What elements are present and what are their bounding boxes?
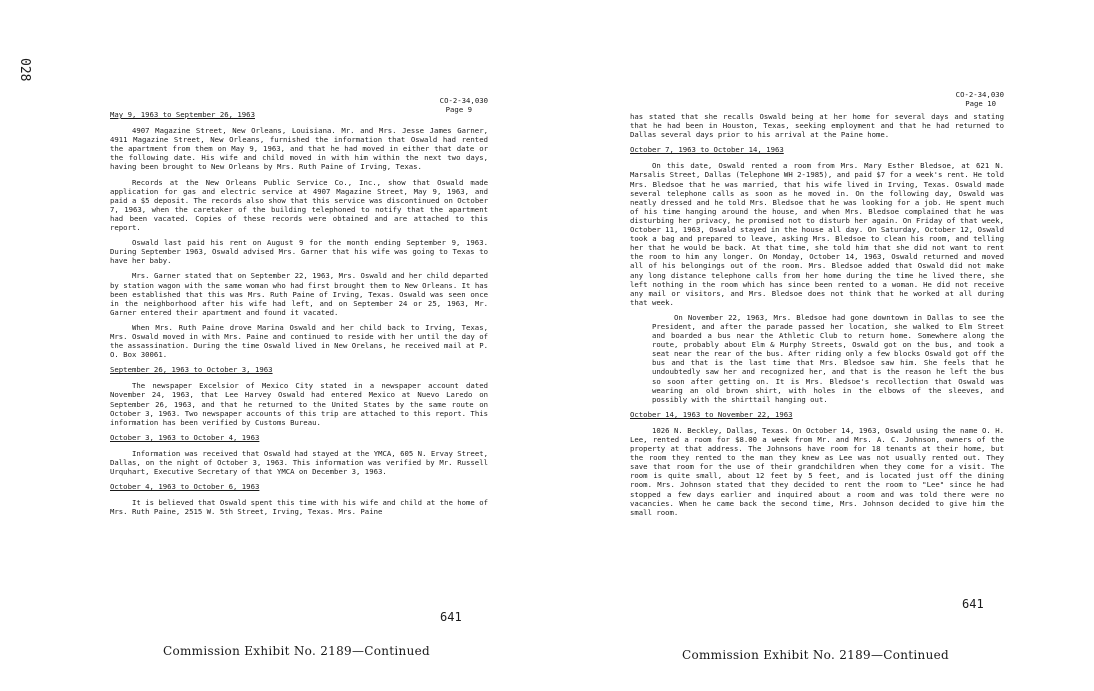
right-page-label: Page 10 [965,99,996,108]
paragraph: 4907 Magazine Street, New Orleans, Louisiana. Mr. and Mrs. Jesse James Garner, 4911 Magazine Street, New Orleans, furnished the information that Oswald had rented the apartment from them on May 9, 1963, and that he had moved in either that date or the following date. His wife and child moved in with him within the next two days, having been brought to New Orleans by Mrs. Ruth Paine of Irving, Texas. [110,126,488,172]
section-heading: October 3, 1963 to October 4, 1963 [110,432,260,442]
left-page-label: Page 9 [445,105,472,114]
paragraph: 1026 N. Beckley, Dallas, Texas. On October 14, 1963, Oswald using the name O. H. Lee, rented a room for $8.00 a week from Mr. and Mrs. A. C. Johnson, owners of the property at that address. The Johnsons have room for 18 tenants at their home, but the room they rented to the man they knew as Lee was not usually rented out. They save that room for the use of their grandchildren when they come for a visit. The room is quite small, about 12 feet by 5 feet, and is located just off the dining room. Mrs. Johnson stated that they decided to rent the room to "Lee" since he had stopped a few days earlier and inquired about a room and was told there were no vacancies. When he came back the second time, Mrs. Johnson decided to give him the small room. [630,425,1004,517]
section-heading: October 4, 1963 to October 6, 1963 [110,482,260,492]
paragraph: When Mrs. Ruth Paine drove Marina Oswald and her child back to Irving, Texas, Mrs. Oswald moved in with Mrs. Paine and continued to reside with her until the day of the assassination. During the time Oswald lived in New Orelans, he received mail at P. O. Box 30061. [110,322,488,360]
paragraph: has stated that she recalls Oswald being at her home for several days and stating that he had been in Houston, Texas, seeking employment and that he had returned to Dallas several days prior to his arrival at the Paine home. [630,112,1004,140]
paragraph: The newspaper Excelsior of Mexico City stated in a newspaper account dated November 24, 1963, that Lee Harvey Oswald had entered Mexico at Nuevo Laredo on September 26, 1963, and that he returned to the United States by the same route on October 3, 1963. Two newspaper accounts of this trip are attached to this report. This information has been verified by Customs Bureau. [110,381,488,427]
section-heading: October 14, 1963 to November 22, 1963 [630,409,793,419]
left-page-number: 641 [440,610,462,624]
right-file-number: CO-2-34,030 [955,90,1004,99]
section-heading: May 9, 1963 to September 26, 1963 [110,110,255,119]
right-page-number: 641 [962,597,984,611]
section-heading: October 7, 1963 to October 14, 1963 [630,145,784,155]
paragraph: It is believed that Oswald spent this time with his wife and child at the home of Mrs. Ruth Paine, 2515 W. 5th Street, Irving, Texas. Mrs. Paine [110,498,488,517]
paragraph: On this date, Oswald rented a room from Mrs. Mary Esther Bledsoe, at 621 N. Marsalis Street, Dallas (Telephone WH 2-1985), and paid $7 for a week's rent. He told Mrs. Bledsoe that he was married, that his wife lived in Irving, Texas. Oswald made several telephone calls as soon as he moved in. On the following day, Oswald was neatly dressed and he told Mrs. Bledsoe that he was looking for a job. He spent much of his time hanging around the house, and when Mrs. Bledsoe complained that he was disturbing her privacy, he promised not to disturb her again. On Friday of that week, October 11, 1963, Oswald stayed in the house all day. On Saturday, October 12, Oswald took a bag and prepared to leave, asking Mrs. Bledsoe to clean his room, and telling her that he would be back. At that time, she told him that she did not want to rent the room to him any longer. On Monday, October 14, 1963, Oswald returned and moved all of his belongings out of the room. Mrs. Bledsoe added that Oswald did not make any long distance telephone calls from her home during the time he lived there, she left nothing in the room which has since been rented to a woman. He did not receive any mail or visitors, and Mrs. Bledsoe does not think that he worked at all during that week. [630,161,1004,307]
right-page [630,90,1004,523]
paragraph: Records at the New Orleans Public Service Co., Inc., show that Oswald made application for gas and electric service at 4907 Magazine Street, May 9, 1963, and paid a $5 deposit. The records also show that this service was discontinued on October 7, 1963, when the caretaker of the building telephoned to notify that the apartment had been vacated. Copies of these records were obtained and are attached to this report. [110,177,488,233]
margin-page-number: 028 [17,58,32,82]
paragraph: Oswald last paid his rent on August 9 for the month ending September 9, 1963. During September 1963, Oswald advised Mrs. Garner that his wife was going to Texas to have her baby. [110,238,488,266]
left-file-number: CO-2-34,030 [439,96,488,105]
right-exhibit-caption: Commission Exhibit No. 2189—Continued [682,648,949,662]
paragraph: Information was received that Oswald had stayed at the YMCA, 605 N. Ervay Street, Dallas, on the night of October 3, 1963. This information was verified by Mr. Russell Urquhart, Executive Secretary of that YMCA on December 3, 1963. [110,448,488,477]
left-exhibit-caption: Commission Exhibit No. 2189—Continued [163,644,430,658]
paragraph: Mrs. Garner stated that on September 22, 1963, Mrs. Oswald and her child departed by station wagon with the same woman who had first brought them to New Orleans. It has been established that this was Mrs. Ruth Paine of Irving, Texas. Oswald was seen once in the neighborhood after his wife had left, and on September 24 or 25, 1963, Mr. Garner entered their apartment and found it vacated. [110,271,488,317]
section-heading: September 26, 1963 to October 3, 1963 [110,365,273,375]
left-page [110,96,488,522]
paragraph: On November 22, 1963, Mrs. Bledsoe had gone downtown in Dallas to see the President, and after the parade passed her location, she walked to Elm Street and boarded a bus near the Athletic Club to return home. Somewhere along the route, probably about Elm & Murphy Streets, Oswald got on the bus, and took a seat near the rear of the bus. After riding only a few blocks Oswald got off the bus and that is the last time that Mrs. Bledsoe saw him. She feels that he undoubtedly saw her and recognized her, and that is the reason he left the bus so soon after getting on. It is Mrs. Bledsoe's recollection that Oswald was wearing an old brown shirt, with holes in the elbows of the sleeves, and possibly with the shirttail hanging out. [652,312,1004,404]
